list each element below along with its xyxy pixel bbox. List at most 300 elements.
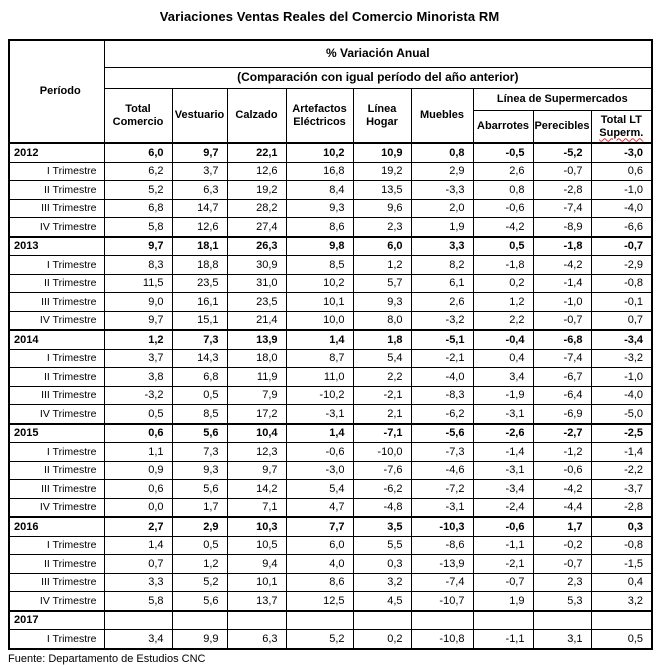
- quarter-label: IV Trimestre: [9, 405, 104, 424]
- value-cell: 9,4: [227, 555, 286, 574]
- value-cell: -2,4: [473, 498, 533, 517]
- value-cell: 6,8: [104, 199, 172, 218]
- value-cell: -0,6: [473, 199, 533, 218]
- table-body: [9, 143, 652, 649]
- value-cell: 0,5: [104, 405, 172, 424]
- value-cell: [533, 611, 591, 630]
- value-cell: -10,8: [411, 630, 473, 649]
- value-cell: 1,2: [104, 330, 172, 349]
- value-cell: -10,0: [353, 443, 411, 462]
- value-cell: -3,4: [473, 480, 533, 499]
- value-cell: -4,2: [533, 480, 591, 499]
- value-cell: -3,1: [286, 405, 353, 424]
- value-cell: -4,8: [353, 498, 411, 517]
- value-cell: -0,7: [533, 311, 591, 330]
- value-cell: 16,1: [172, 293, 227, 312]
- value-cell: 0,8: [411, 143, 473, 162]
- value-cell: -7,6: [353, 461, 411, 480]
- value-cell: 9,7: [104, 311, 172, 330]
- value-cell: 5,7: [353, 274, 411, 293]
- quarter-row: [9, 349, 652, 368]
- quarter-row: [9, 181, 652, 200]
- value-cell: 16,8: [286, 162, 353, 181]
- value-cell: 3,7: [172, 162, 227, 181]
- value-cell: -2,1: [473, 555, 533, 574]
- year-label: 2017: [9, 611, 104, 630]
- value-cell: 5,6: [172, 592, 227, 611]
- value-cell: 14,3: [172, 349, 227, 368]
- value-cell: -0,2: [533, 536, 591, 555]
- value-cell: 10,1: [227, 573, 286, 592]
- value-cell: -6,4: [533, 386, 591, 405]
- value-cell: 8,5: [286, 256, 353, 275]
- value-cell: 8,2: [411, 256, 473, 275]
- value-cell: -0,6: [286, 443, 353, 462]
- value-cell: 9,3: [172, 461, 227, 480]
- value-cell: -1,0: [591, 181, 652, 200]
- value-cell: -3,0: [591, 143, 652, 162]
- value-cell: -0,7: [473, 573, 533, 592]
- value-cell: 3,8: [104, 368, 172, 387]
- value-cell: -1,8: [473, 256, 533, 275]
- value-cell: 0,7: [104, 555, 172, 574]
- column-header-total-lt-superm: [591, 111, 652, 144]
- value-cell: -0,7: [591, 237, 652, 256]
- year-row: [9, 424, 652, 443]
- value-cell: 10,2: [286, 143, 353, 162]
- value-cell: 12,6: [227, 162, 286, 181]
- column-header-total-comercio: Total Comercio: [104, 89, 172, 144]
- value-cell: [172, 611, 227, 630]
- value-cell: -5,0: [591, 405, 652, 424]
- value-cell: 0,5: [172, 386, 227, 405]
- value-cell: 7,3: [172, 443, 227, 462]
- quarter-row: [9, 405, 652, 424]
- value-cell: 12,3: [227, 443, 286, 462]
- value-cell: 3,3: [104, 573, 172, 592]
- value-cell: 0,4: [591, 573, 652, 592]
- value-cell: 9,7: [227, 461, 286, 480]
- quarter-row: [9, 592, 652, 611]
- quarter-row: [9, 498, 652, 517]
- value-cell: 8,4: [286, 181, 353, 200]
- value-cell: [104, 611, 172, 630]
- value-cell: -2,9: [591, 256, 652, 275]
- value-cell: 9,7: [172, 143, 227, 162]
- value-cell: 1,9: [411, 218, 473, 237]
- quarter-row: [9, 293, 652, 312]
- value-cell: 0,2: [353, 630, 411, 649]
- quarter-label: III Trimestre: [9, 480, 104, 499]
- value-cell: 1,4: [286, 424, 353, 443]
- value-cell: -2,1: [411, 349, 473, 368]
- value-cell: 31,0: [227, 274, 286, 293]
- value-cell: -3,2: [104, 386, 172, 405]
- value-cell: 0,9: [104, 461, 172, 480]
- value-cell: -8,9: [533, 218, 591, 237]
- value-cell: 19,2: [353, 162, 411, 181]
- value-cell: -3,1: [473, 461, 533, 480]
- year-row: [9, 611, 652, 630]
- value-cell: [286, 611, 353, 630]
- value-cell: 9,0: [104, 293, 172, 312]
- value-cell: 0,5: [473, 237, 533, 256]
- value-cell: -6,6: [591, 218, 652, 237]
- column-header-muebles: Muebles: [411, 89, 473, 144]
- value-cell: -0,5: [473, 143, 533, 162]
- quarter-label: I Trimestre: [9, 630, 104, 649]
- value-cell: 9,3: [353, 293, 411, 312]
- value-cell: 5,6: [172, 480, 227, 499]
- value-cell: 5,2: [286, 630, 353, 649]
- value-cell: 4,7: [286, 498, 353, 517]
- value-cell: -6,8: [533, 330, 591, 349]
- value-cell: -7,2: [411, 480, 473, 499]
- header-variacion-anual: % Variación Anual: [104, 40, 652, 68]
- quarter-label: II Trimestre: [9, 274, 104, 293]
- value-cell: 10,0: [286, 311, 353, 330]
- value-cell: -4,0: [411, 368, 473, 387]
- value-cell: 11,9: [227, 368, 286, 387]
- value-cell: [473, 611, 533, 630]
- value-cell: 7,3: [172, 330, 227, 349]
- value-cell: -3,4: [591, 330, 652, 349]
- value-cell: -7,3: [411, 443, 473, 462]
- value-cell: 9,7: [104, 237, 172, 256]
- value-cell: 11,5: [104, 274, 172, 293]
- value-cell: -0,7: [533, 555, 591, 574]
- quarter-label: III Trimestre: [9, 199, 104, 218]
- value-cell: 0,5: [172, 536, 227, 555]
- value-cell: -3,7: [591, 480, 652, 499]
- value-cell: -4,4: [533, 498, 591, 517]
- value-cell: 8,5: [172, 405, 227, 424]
- value-cell: 5,5: [353, 536, 411, 555]
- value-cell: 2,1: [353, 405, 411, 424]
- value-cell: 6,8: [172, 368, 227, 387]
- value-cell: 10,2: [286, 274, 353, 293]
- quarter-row: [9, 480, 652, 499]
- value-cell: 13,9: [227, 330, 286, 349]
- value-cell: 1,4: [286, 330, 353, 349]
- value-cell: 14,7: [172, 199, 227, 218]
- year-label: 2016: [9, 517, 104, 536]
- value-cell: 8,6: [286, 573, 353, 592]
- value-cell: -3,3: [411, 181, 473, 200]
- value-cell: 13,7: [227, 592, 286, 611]
- value-cell: 4,0: [286, 555, 353, 574]
- value-cell: 8,3: [104, 256, 172, 275]
- value-cell: -1,4: [533, 274, 591, 293]
- quarter-label: II Trimestre: [9, 461, 104, 480]
- value-cell: 6,3: [227, 630, 286, 649]
- value-cell: 0,0: [104, 498, 172, 517]
- quarter-row: [9, 386, 652, 405]
- value-cell: 3,2: [591, 592, 652, 611]
- column-header-linea-hogar: Línea Hogar: [353, 89, 411, 144]
- value-cell: 9,3: [286, 199, 353, 218]
- value-cell: 1,2: [353, 256, 411, 275]
- year-row: [9, 517, 652, 536]
- value-cell: -1,4: [473, 443, 533, 462]
- value-cell: 2,0: [411, 199, 473, 218]
- value-cell: -10,3: [411, 517, 473, 536]
- value-cell: 10,3: [227, 517, 286, 536]
- quarter-row: [9, 368, 652, 387]
- quarter-row: [9, 573, 652, 592]
- quarter-label: I Trimestre: [9, 536, 104, 555]
- value-cell: 1,8: [353, 330, 411, 349]
- value-cell: 6,3: [172, 181, 227, 200]
- group-header-linea-supermercados: Línea de Supermercados: [473, 89, 652, 111]
- quarter-label: I Trimestre: [9, 162, 104, 181]
- value-cell: 26,3: [227, 237, 286, 256]
- value-cell: 0,6: [104, 424, 172, 443]
- quarter-label: I Trimestre: [9, 443, 104, 462]
- value-cell: 23,5: [227, 293, 286, 312]
- value-cell: 3,7: [104, 349, 172, 368]
- value-cell: -0,1: [591, 293, 652, 312]
- value-cell: 2,3: [353, 218, 411, 237]
- value-cell: 14,2: [227, 480, 286, 499]
- column-header-artefactos-electricos: Artefactos Eléctricos: [286, 89, 353, 144]
- value-cell: 1,7: [172, 498, 227, 517]
- value-cell: -0,8: [591, 274, 652, 293]
- value-cell: -3,1: [473, 405, 533, 424]
- value-cell: -2,6: [473, 424, 533, 443]
- value-cell: -7,1: [353, 424, 411, 443]
- quarter-label: IV Trimestre: [9, 311, 104, 330]
- value-cell: -2,7: [533, 424, 591, 443]
- retail-variation-table: [8, 39, 653, 650]
- value-cell: -6,7: [533, 368, 591, 387]
- value-cell: 5,3: [533, 592, 591, 611]
- value-cell: -1,2: [533, 443, 591, 462]
- value-cell: -7,4: [411, 573, 473, 592]
- value-cell: 3,5: [353, 517, 411, 536]
- column-header-vestuario: Vestuario: [172, 89, 227, 144]
- value-cell: 0,5: [591, 630, 652, 649]
- value-cell: 5,4: [286, 480, 353, 499]
- value-cell: 18,8: [172, 256, 227, 275]
- value-cell: 1,9: [473, 592, 533, 611]
- quarter-row: [9, 256, 652, 275]
- quarter-row: [9, 199, 652, 218]
- value-cell: 9,8: [286, 237, 353, 256]
- quarter-row: [9, 630, 652, 649]
- value-cell: 10,1: [286, 293, 353, 312]
- value-cell: 30,9: [227, 256, 286, 275]
- value-cell: -0,7: [533, 162, 591, 181]
- quarter-label: IV Trimestre: [9, 592, 104, 611]
- value-cell: -3,2: [591, 349, 652, 368]
- value-cell: 7,7: [286, 517, 353, 536]
- quarter-label: I Trimestre: [9, 256, 104, 275]
- value-cell: 1,2: [473, 293, 533, 312]
- value-cell: -13,9: [411, 555, 473, 574]
- value-cell: -2,2: [591, 461, 652, 480]
- value-cell: 0,2: [473, 274, 533, 293]
- value-cell: -5,6: [411, 424, 473, 443]
- value-cell: 12,5: [286, 592, 353, 611]
- quarter-label: IV Trimestre: [9, 498, 104, 517]
- value-cell: 8,0: [353, 311, 411, 330]
- value-cell: 0,3: [591, 517, 652, 536]
- value-cell: -1,9: [473, 386, 533, 405]
- value-cell: 15,1: [172, 311, 227, 330]
- value-cell: -6,9: [533, 405, 591, 424]
- value-cell: 2,7: [104, 517, 172, 536]
- quarter-label: II Trimestre: [9, 368, 104, 387]
- quarter-label: III Trimestre: [9, 293, 104, 312]
- value-cell: -4,0: [591, 386, 652, 405]
- value-cell: 1,1: [104, 443, 172, 462]
- value-cell: 0,8: [473, 181, 533, 200]
- value-cell: 3,4: [104, 630, 172, 649]
- value-cell: 3,2: [353, 573, 411, 592]
- value-cell: -2,1: [353, 386, 411, 405]
- value-cell: -1,0: [533, 293, 591, 312]
- value-cell: [227, 611, 286, 630]
- value-cell: 27,4: [227, 218, 286, 237]
- column-header-perecibles: Perecibles: [533, 111, 591, 144]
- value-cell: -1,5: [591, 555, 652, 574]
- value-cell: -2,8: [591, 498, 652, 517]
- value-cell: -2,8: [533, 181, 591, 200]
- value-cell: 0,4: [473, 349, 533, 368]
- value-cell: 3,3: [411, 237, 473, 256]
- value-cell: 5,4: [353, 349, 411, 368]
- page-title: Variaciones Ventas Reales del Comercio Minorista RM: [159, 9, 500, 24]
- value-cell: 0,6: [591, 162, 652, 181]
- table-header: [9, 40, 652, 143]
- quarter-row: [9, 461, 652, 480]
- quarter-row: [9, 555, 652, 574]
- total-lt-line2-misspelled: Superm.: [599, 126, 644, 139]
- quarter-row: [9, 274, 652, 293]
- value-cell: -5,2: [533, 143, 591, 162]
- value-cell: 1,4: [104, 536, 172, 555]
- value-cell: 8,6: [286, 218, 353, 237]
- value-cell: [591, 611, 652, 630]
- value-cell: -2,5: [591, 424, 652, 443]
- value-cell: 18,1: [172, 237, 227, 256]
- value-cell: 5,2: [104, 181, 172, 200]
- year-row: [9, 330, 652, 349]
- value-cell: -4,0: [591, 199, 652, 218]
- value-cell: 18,0: [227, 349, 286, 368]
- column-header-calzado: Calzado: [227, 89, 286, 144]
- value-cell: 3,1: [533, 630, 591, 649]
- value-cell: 6,2: [104, 162, 172, 181]
- value-cell: 7,1: [227, 498, 286, 517]
- value-cell: -3,1: [411, 498, 473, 517]
- quarter-row: [9, 162, 652, 181]
- value-cell: 19,2: [227, 181, 286, 200]
- value-cell: 10,4: [227, 424, 286, 443]
- value-cell: 13,5: [353, 181, 411, 200]
- value-cell: -0,6: [533, 461, 591, 480]
- quarter-label: III Trimestre: [9, 386, 104, 405]
- value-cell: 6,0: [286, 536, 353, 555]
- value-cell: -7,4: [533, 349, 591, 368]
- value-cell: 9,9: [172, 630, 227, 649]
- value-cell: -1,0: [591, 368, 652, 387]
- quarter-row: [9, 536, 652, 555]
- value-cell: 10,5: [227, 536, 286, 555]
- value-cell: 23,5: [172, 274, 227, 293]
- year-label: 2013: [9, 237, 104, 256]
- value-cell: -1,4: [591, 443, 652, 462]
- value-cell: -1,1: [473, 630, 533, 649]
- source-note: Fuente: Departamento de Estudios CNC: [8, 652, 206, 665]
- value-cell: -6,2: [353, 480, 411, 499]
- value-cell: -8,6: [411, 536, 473, 555]
- value-cell: 21,4: [227, 311, 286, 330]
- value-cell: 28,2: [227, 199, 286, 218]
- value-cell: 8,7: [286, 349, 353, 368]
- value-cell: 7,9: [227, 386, 286, 405]
- value-cell: 2,9: [172, 517, 227, 536]
- value-cell: 0,3: [353, 555, 411, 574]
- value-cell: 10,9: [353, 143, 411, 162]
- quarter-label: II Trimestre: [9, 181, 104, 200]
- quarter-row: [9, 218, 652, 237]
- value-cell: -0,6: [473, 517, 533, 536]
- value-cell: -4,2: [533, 256, 591, 275]
- quarter-row: [9, 443, 652, 462]
- year-label: 2012: [9, 143, 104, 162]
- value-cell: -10,7: [411, 592, 473, 611]
- value-cell: 2,9: [411, 162, 473, 181]
- value-cell: -3,2: [411, 311, 473, 330]
- value-cell: [353, 611, 411, 630]
- value-cell: 5,8: [104, 592, 172, 611]
- value-cell: 6,1: [411, 274, 473, 293]
- value-cell: -6,2: [411, 405, 473, 424]
- quarter-label: I Trimestre: [9, 349, 104, 368]
- value-cell: 1,2: [172, 555, 227, 574]
- value-cell: 2,6: [473, 162, 533, 181]
- value-cell: 9,6: [353, 199, 411, 218]
- value-cell: 2,2: [353, 368, 411, 387]
- value-cell: 22,1: [227, 143, 286, 162]
- value-cell: 3,4: [473, 368, 533, 387]
- column-header-abarrotes: Abarrotes: [473, 111, 533, 144]
- value-cell: 5,2: [172, 573, 227, 592]
- value-cell: 12,6: [172, 218, 227, 237]
- value-cell: 0,7: [591, 311, 652, 330]
- value-cell: [411, 611, 473, 630]
- value-cell: 2,3: [533, 573, 591, 592]
- value-cell: -0,4: [473, 330, 533, 349]
- value-cell: 1,7: [533, 517, 591, 536]
- value-cell: 6,0: [104, 143, 172, 162]
- value-cell: 11,0: [286, 368, 353, 387]
- value-cell: 5,6: [172, 424, 227, 443]
- value-cell: -10,2: [286, 386, 353, 405]
- value-cell: -1,1: [473, 536, 533, 555]
- column-header-periodo: Período: [9, 40, 104, 143]
- year-label: 2015: [9, 424, 104, 443]
- total-lt-line1: Total LT: [600, 113, 642, 126]
- value-cell: -8,3: [411, 386, 473, 405]
- value-cell: -3,0: [286, 461, 353, 480]
- value-cell: -5,1: [411, 330, 473, 349]
- value-cell: -4,6: [411, 461, 473, 480]
- year-row: [9, 237, 652, 256]
- value-cell: 2,6: [411, 293, 473, 312]
